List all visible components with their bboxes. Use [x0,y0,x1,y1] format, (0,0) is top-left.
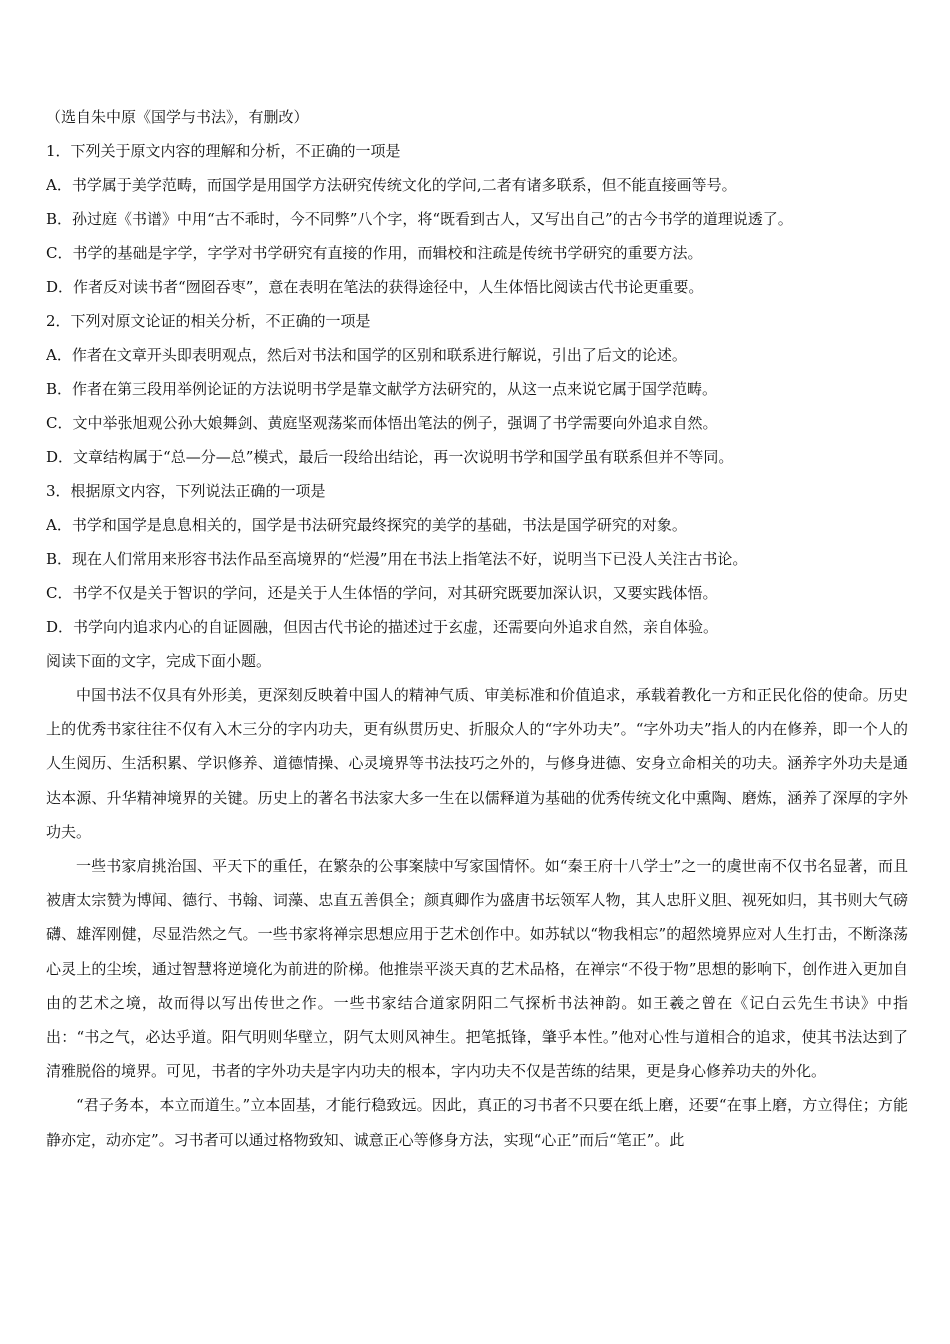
passage-paragraph-1: 中国书法不仅具有外形美，更深刻反映着中国人的精神气质、审美标准和价值追求，承载着教化一方和正民化俗的使命。历史上的优秀书家往往不仅有入木三分的字内功夫，更有纵贯历史、折服众人的“字外功夫”。“字外功夫”指人的内在修养，即一个人的人生阅历、生活积累、学识修养、道德情操、心灵境界等书法技巧之外的，与修身进德、安身立命相关的功夫。涵养字外功夫是通达本源、升华精神境界的关键。历史上的著名书法家大多一生在以儒释道为基础的优秀传统文化中熏陶、磨炼，涵养了深厚的字外功夫。 [46,686,908,841]
question-2-option-d: D．文章结构属于“总—分—总”模式，最后一段给出结论，再一次说明书学和国学虽有联系但并不等同。 [46,448,734,466]
question-2-option-c: C．文中举张旭观公孙大娘舞剑、黄庭坚观荡桨而体悟出笔法的例子，强调了书学需要向外追求自然。 [46,414,718,432]
question-3-option-d: D．书学向内追求内心的自证圆融，但因古代书论的描述过于玄虚，还需要向外追求自然，亲自体验。 [46,618,719,636]
source-citation: （选自朱中原《国学与书法》，有删改） [46,108,309,126]
question-3-option-a: A．书学和国学是息息相关的，国学是书法研究最终探究的美学的基础，书法是国学研究的对象。 [46,516,687,534]
passage-paragraph-3: “君子务本，本立而道生。”立本固基，才能行稳致远。因此，真正的习书者不只要在纸上磨，还要“在事上磨，方立得住；方能静亦定，动亦定”。习书者可以通过格物致知、诚意正心等修身方法，实现“心正”而后“笔正”。此 [46,1096,908,1149]
document-page [46,100,908,1157]
question-1-option-b: B．孙过庭《书谱》中用“古不乖时，今不同弊”八个字，将“既看到古人，又写出自己”的古今书学的道理说透了。 [46,210,793,228]
question-3-option-b: B．现在人们常用来形容书法作品至高境界的“烂漫”用在书法上指笔法不好，说明当下已没人关注古书论。 [46,550,748,568]
reading-instruction: 阅读下面的文字，完成下面小题。 [46,652,272,670]
question-2-option-a: A．作者在文章开头即表明观点，然后对书法和国学的区别和联系进行解说，引出了后文的论述。 [46,346,687,364]
question-3-stem: 3．根据原文内容，下列说法正确的一项是 [46,482,326,500]
question-1-option-d: D．作者反对读书者“囫囵吞枣”，意在表明在笔法的获得途径中，人生体悟比阅读古代书论更重要。 [46,278,704,296]
question-1-option-c: C．书学的基础是字学，字学对书学研究有直接的作用，而辑校和注疏是传统书学研究的重要方法。 [46,244,703,262]
question-2-option-b: B．作者在第三段用举例论证的方法说明书学是靠文献学方法研究的，从这一点来说它属于国学范畴。 [46,380,718,398]
passage-paragraph-2: 一些书家肩挑治国、平天下的重任，在繁杂的公事案牍中写家国情怀。如“秦王府十八学士”之一的虞世南不仅书名显著，而且被唐太宗赞为博闻、德行、书翰、词藻、忠直五善俱全；颜真卿作为盛唐书坛领军人物，其人忠肝义胆、视死如归，其书则大气磅礴、雄浑刚健，尽显浩然之气。一些书家将禅宗思想应用于艺术创作中。如苏轼以“物我相忘”的超然境界应对人生打击，不断涤荡心灵上的尘埃，通过智慧将逆境化为前进的阶梯。他推崇平淡天真的艺术品格，在禅宗“不役于物”思想的影响下，创作进入更加自由的艺术之境，故而得以写出传世之作。一些书家结合道家阴阳二气探析书法神韵。如王羲之曾在《记白云先生书诀》中指出：“书之气，必达乎道。阳气明则华壁立，阴气太则风神生。把笔抵锋，肇乎本性。”他对心性与道相合的追求，使其书法达到了清雅脱俗的境界。可见，书者的字外功夫是字内功夫的根本，字内功夫不仅是苦练的结果，更是身心修养功夫的外化。 [46,857,908,1081]
question-1-stem: 1．下列关于原文内容的理解和分析，不正确的一项是 [46,142,401,160]
question-2-stem: 2．下列对原文论证的相关分析，不正确的一项是 [46,312,371,330]
question-3-option-c: C．书学不仅是关于智识的学问，还是关于人生体悟的学问，对其研究既要加深认识，又要实践体悟。 [46,584,718,602]
question-1-option-a: A．书学属于美学范畴，而国学是用国学方法研究传统文化的学问,二者有诸多联系，但不能直接画等号。 [46,176,737,194]
